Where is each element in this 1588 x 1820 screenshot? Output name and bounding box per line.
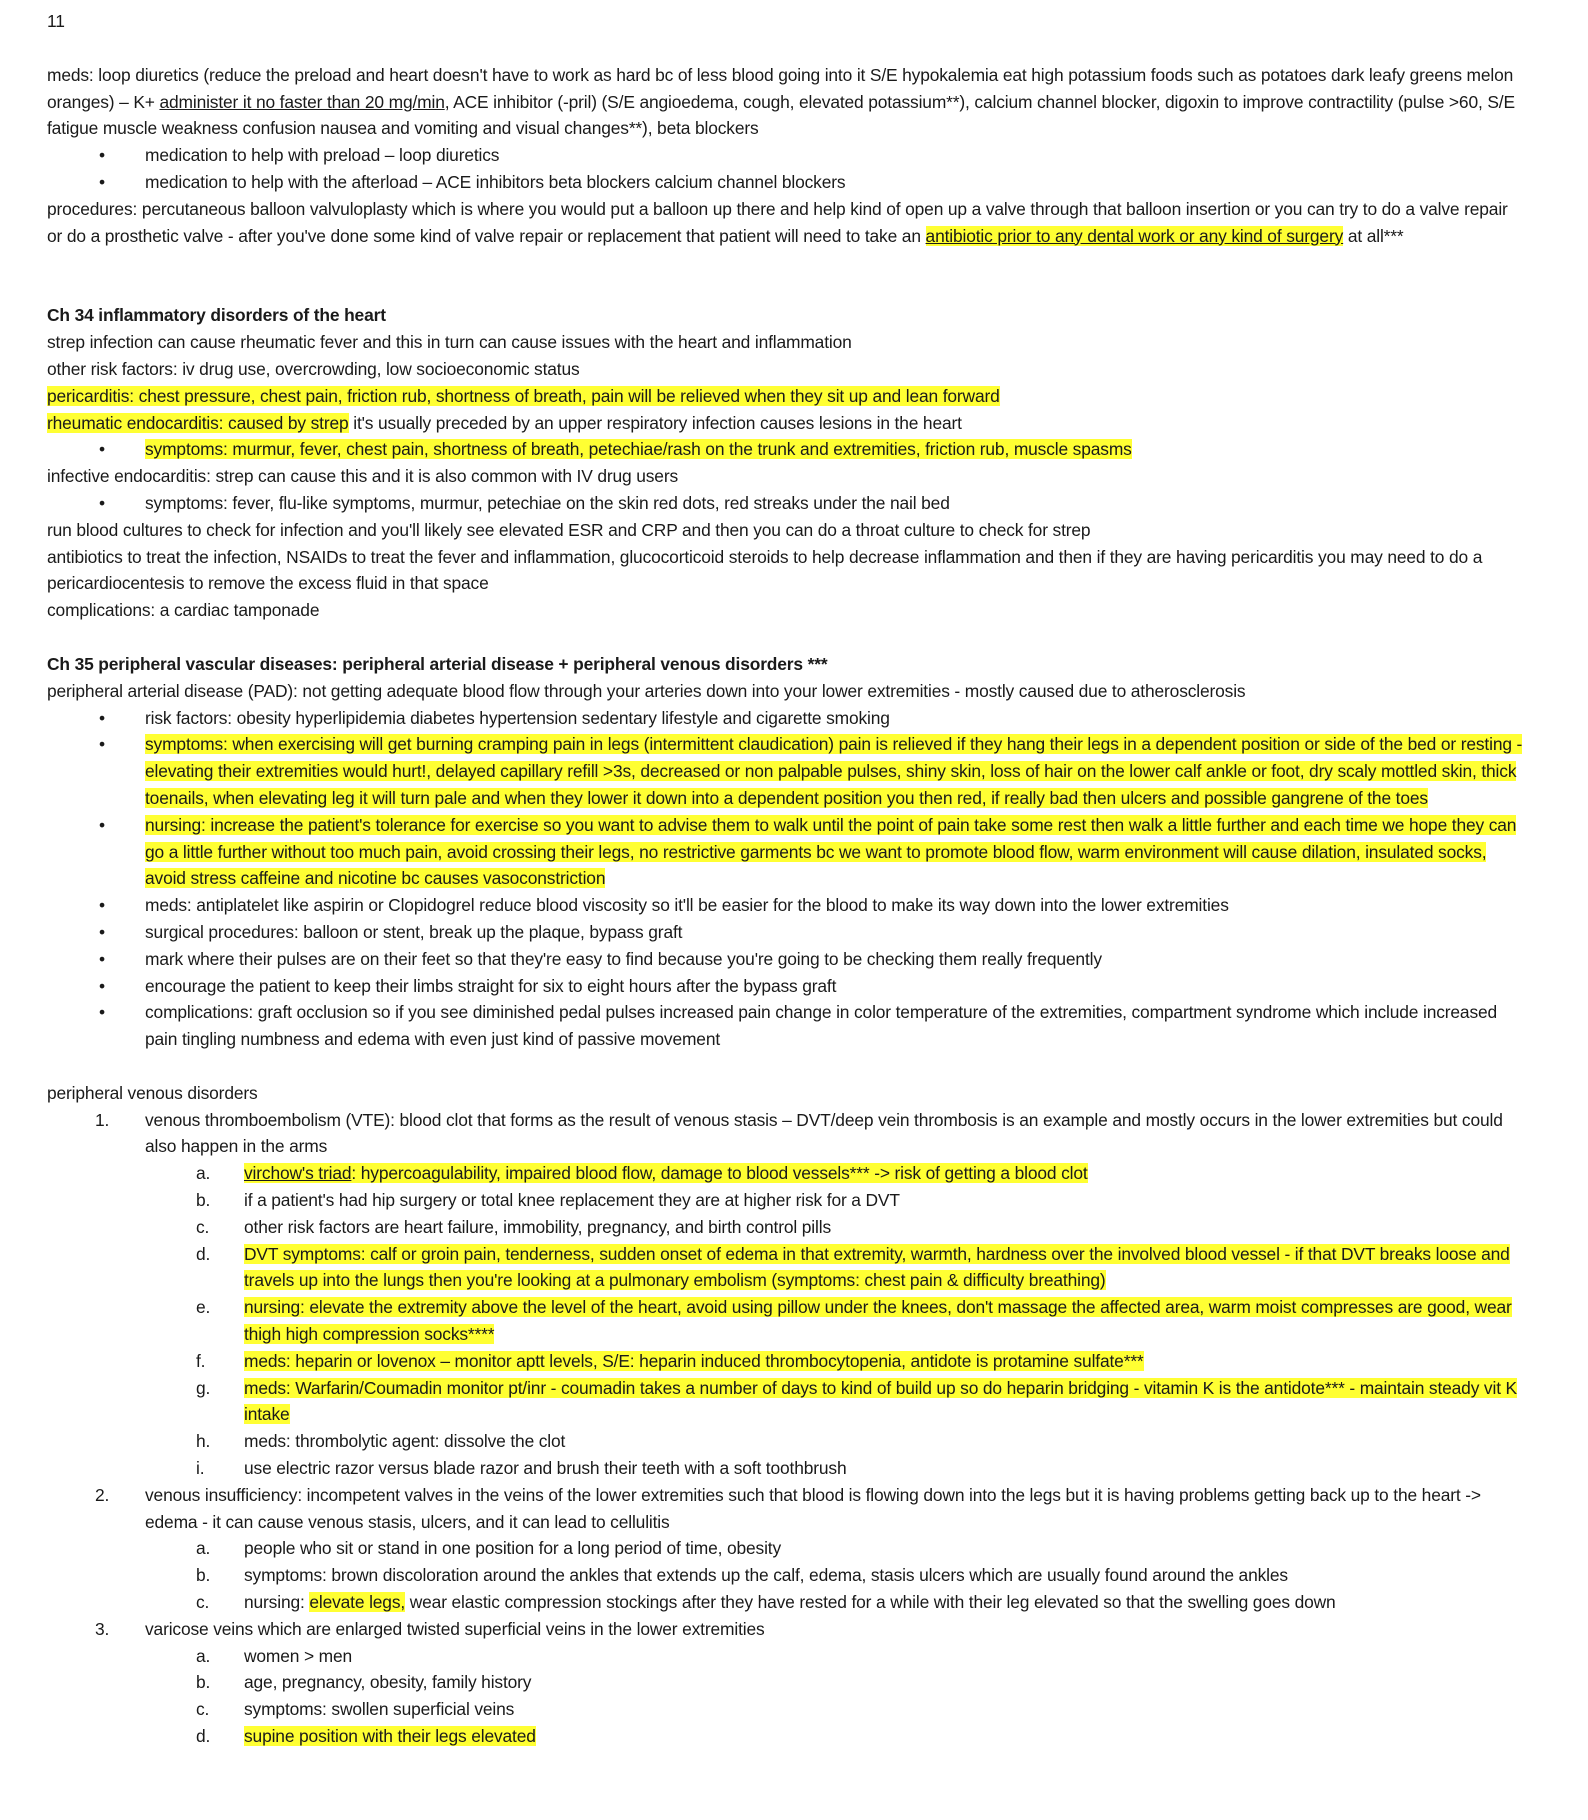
vi-a xyxy=(47,1535,1527,1562)
vte-i-text: use electric razor versus blade razor and brush their teeth with a soft toothbrush xyxy=(244,1458,847,1479)
vte-b xyxy=(47,1187,1527,1214)
vte-text: venous thromboembolism (VTE): blood clot that forms as the result of venous stasis – DVT/deep vein thrombosis is an example and mostly occurs in the lower extremities but could also happen in the arms xyxy=(145,1109,1503,1157)
list-marker: b. xyxy=(196,1190,211,1211)
vv-d xyxy=(47,1723,1527,1750)
ch34-line-6: run blood cultures to check for infection and you'll likely see elevated ESR and CRP and then you can do a throat culture to check for strep xyxy=(47,519,1091,540)
vi-c-text-2: wear elastic compression stockings after they have rested for a while with their leg elevated so that the swelling goes down xyxy=(405,1592,1336,1613)
pad-limbs: • encourage the patient to keep their limbs straight for six to eight hours after the bypass graft xyxy=(47,973,1527,1000)
page-number: 11 xyxy=(47,11,65,31)
list-marker: c. xyxy=(196,1216,210,1237)
list-marker: g. xyxy=(196,1377,211,1398)
list-marker: i. xyxy=(196,1458,205,1479)
meds-text-1: meds: loop diuretics (reduce the preload and heart doesn't have to work as hard bc of less blood going into it S/E hypokalemia eat high potassium foods such as potatoes dark leafy greens melon oranges) – K+ xyxy=(47,64,1514,112)
vte-e xyxy=(47,1294,1527,1348)
list-marker: a. xyxy=(196,1538,211,1559)
heparin-meds: meds: heparin or lovenox – monitor aptt levels, S/E: heparin induced thrombocytopenia, antidote is protamine sulfate*** xyxy=(244,1350,1144,1371)
vi-c xyxy=(47,1589,1527,1616)
pad-symptoms-item xyxy=(47,731,1527,811)
vte-h-text: meds: thrombolytic agent: dissolve the clot xyxy=(244,1431,566,1452)
pad-symptoms: symptoms: when exercising will get burning cramping pain in legs (intermittent claudication) pain is relieved if they hang their legs in a dependent position or side of the bed or resting - elevating their extremities would hurt!, delayed capillary refill >3s, decreased or non palpable pulses, shiny skin, loss of hair on the lower calf ankle or foot, dry scaly mottled skin, thick toenails, when elevating leg it will turn pale and when they lower it down into a dependent position you then red, if really bad then ulcers and possible gangrene of the toes xyxy=(145,734,1523,808)
pad-meds: • meds: antiplatelet like aspirin or Clopidogrel reduce blood viscosity so it'll be easier for the blood to make its way down into the lower extremities xyxy=(47,892,1527,919)
list-marker: c. xyxy=(196,1699,210,1720)
vv-b xyxy=(47,1669,1527,1696)
procedures-highlight: antibiotic prior to any dental work or any kind of surgery xyxy=(925,225,1344,246)
vte-b-text: if a patient's had hip surgery or total knee replacement they are at higher risk for a DVT xyxy=(244,1190,900,1211)
spacer xyxy=(47,624,1527,651)
meds-paragraph xyxy=(47,62,1527,142)
venous-insufficiency-text: venous insufficiency: incompetent valves in the veins of the lower extremities such that blood is flowing down into the legs but it is having problems getting back up to the heart -> edema - it can cause venous stasis, ulcers, and it can lead to cellulitis xyxy=(145,1484,1481,1532)
pericarditis-line: pericarditis: chest pressure, chest pain, friction rub, shortness of breath, pain will be relieved when they sit up and lean forward xyxy=(47,385,1000,406)
pad-complications: • complications: graft occlusion so if you see diminished pedal pulses increased pain change in color temperature of the extremities, compartment syndrome which include increased pain tingling numbness and edema with even just kind of passive movement xyxy=(47,999,1527,1053)
list-marker: f. xyxy=(196,1350,206,1371)
pvd-heading: peripheral venous disorders xyxy=(47,1082,258,1103)
bullet-preload: • medication to help with preload – loop diuretics xyxy=(47,142,1527,169)
list-marker: e. xyxy=(196,1297,211,1318)
ch34-heading: Ch 34 inflammatory disorders of the heart xyxy=(47,305,386,326)
vte-a xyxy=(47,1160,1527,1187)
vv-a-text: women > men xyxy=(244,1645,353,1666)
pad-pulses: • mark where their pulses are on their feet so that they're easy to find because you're going to be checking them really frequently xyxy=(47,946,1527,973)
vte-c-text: other risk factors are heart failure, immobility, pregnancy, and birth control pills xyxy=(244,1216,831,1237)
vi-b xyxy=(47,1562,1527,1589)
ch34-line-1: strep infection can cause rheumatic fever and this in turn can cause issues with the heart and inflammation xyxy=(47,332,852,353)
list-marker: 1. xyxy=(95,1109,110,1130)
varicose-text: varicose veins which are enlarged twisted superficial veins in the lower extremities xyxy=(145,1618,765,1639)
vi-c-text-1: nursing: xyxy=(244,1592,310,1613)
procedures-paragraph xyxy=(47,196,1527,250)
document-page xyxy=(47,8,1527,1750)
dvt-nursing: nursing: elevate the extremity above the level of the heart, avoid using pillow under the knees, don't massage the affected area, warm moist compresses are good, wear thigh high compression socks**** xyxy=(244,1297,1512,1345)
vte-g xyxy=(47,1375,1527,1429)
vv-a xyxy=(47,1643,1527,1670)
virchows-triad: virchow's triad xyxy=(244,1163,352,1184)
pad-risk-factors: • risk factors: obesity hyperlipidemia diabetes hypertension sedentary lifestyle and cigarette smoking xyxy=(47,705,1527,732)
vv-b-text: age, pregnancy, obesity, family history xyxy=(244,1672,532,1693)
list-marker: a. xyxy=(196,1645,211,1666)
vi-a-text: people who sit or stand in one position for a long period of time, obesity xyxy=(244,1538,782,1559)
ch34-bullet-1 xyxy=(47,436,1527,463)
pad-surgical: • surgical procedures: balloon or stent, break up the plaque, bypass graft xyxy=(47,919,1527,946)
list-marker: h. xyxy=(196,1431,211,1452)
vte-c xyxy=(47,1214,1527,1241)
spacer xyxy=(47,249,1527,302)
vte-f xyxy=(47,1348,1527,1375)
ch34-line-2: other risk factors: iv drug use, overcrowding, low socioeconomic status xyxy=(47,358,580,379)
ch35-heading: Ch 35 peripheral vascular diseases: peripheral arterial disease + peripheral venous disorders *** xyxy=(47,653,828,674)
pad-nursing-item xyxy=(47,812,1527,892)
ch34-line-5: infective endocarditis: strep can cause this and it is also common with IV drug users xyxy=(47,466,679,487)
vi-b-text: symptoms: brown discoloration around the ankles that extends up the calf, edema, stasis ulcers which are usually found around the ankles xyxy=(244,1565,1288,1586)
list-marker: b. xyxy=(196,1672,211,1693)
list-marker: d. xyxy=(196,1726,211,1747)
meds-underlined: administer it no faster than 20 mg/min xyxy=(159,91,445,112)
warfarin-meds: meds: Warfarin/Coumadin monitor pt/inr - coumadin takes a number of days to kind of build up so do heparin bridging - vitamin K is the antidote*** - maintain steady vit K intake xyxy=(244,1377,1518,1425)
varicose-item xyxy=(47,1616,1527,1643)
elevate-legs: elevate legs, xyxy=(309,1592,406,1613)
venous-insufficiency-item xyxy=(47,1482,1527,1536)
vv-c-text: symptoms: swollen superficial veins xyxy=(244,1699,515,1720)
ch34-bullet-2: • symptoms: fever, flu-like symptoms, murmur, petechiae on the skin red dots, red streaks under the nail bed xyxy=(47,490,1527,517)
vv-c xyxy=(47,1696,1527,1723)
procedures-text-1: procedures: percutaneous balloon valvuloplasty which is where you would put a balloon up there and help kind of open up a valve through that balloon insertion or you can try to do a valve repair or do a prosthetic valve - after you've done some kind of valve repair or replacement that patient will need to take an xyxy=(47,198,1508,246)
dvt-symptoms: DVT symptoms: calf or groin pain, tenderness, sudden onset of edema in that extremity, warmth, hardness over the involved blood vessel - if that DVT breaks loose and travels up into the lungs then you're looking at a pulmonary embolism (symptoms: chest pain & difficulty breathing) xyxy=(244,1243,1510,1291)
bullet-afterload: • medication to help with the afterload – ACE inhibitors beta blockers calcium channel blockers xyxy=(47,169,1527,196)
pad-line: peripheral arterial disease (PAD): not getting adequate blood flow through your arteries down into your lower extremities - mostly caused due to atherosclerosis xyxy=(47,680,1246,701)
rheumatic-symptoms: symptoms: murmur, fever, chest pain, shortness of breath, petechiae/rash on the trunk and extremities, friction rub, muscle spasms xyxy=(145,439,1132,460)
rheumatic-highlight: rheumatic endocarditis: caused by strep xyxy=(47,412,349,433)
virchows-text: : hypercoagulability, impaired blood flow, damage to blood vessels*** -> risk of getting a blood clot xyxy=(351,1163,1088,1184)
vte-h xyxy=(47,1428,1527,1455)
rheumatic-line xyxy=(47,410,1527,437)
list-marker: 3. xyxy=(95,1618,110,1639)
list-marker: 2. xyxy=(95,1484,110,1505)
vte-i xyxy=(47,1455,1527,1482)
spacer xyxy=(47,1053,1527,1080)
vte-item xyxy=(47,1107,1527,1161)
supine-position: supine position with their legs elevated xyxy=(244,1726,536,1747)
meds-text-2: , ACE inhibitor (-pril) (S/E angioedema, cough, elevated potassium**), calcium channel blocker, digoxin to improve contractility (pulse >60, S/E fatigue muscle weakness confusion nausea and vomiting and visual changes**), beta blockers xyxy=(47,91,1515,139)
procedures-text-2: at all*** xyxy=(1343,225,1404,246)
list-marker: b. xyxy=(196,1565,211,1586)
list-marker: c. xyxy=(196,1592,210,1613)
vte-d xyxy=(47,1241,1527,1295)
list-marker: d. xyxy=(196,1243,211,1264)
list-marker: a. xyxy=(196,1163,211,1184)
rheumatic-rest: it's usually preceded by an upper respiratory infection causes lesions in the heart xyxy=(348,412,962,433)
ch34-line-7: antibiotics to treat the infection, NSAIDs to treat the fever and inflammation, glucocorticoid steroids to help decrease inflammation and then if they are having pericarditis you may need to do a pericardiocentesis to remove the excess fluid in that space xyxy=(47,546,1483,594)
ch34-line-8: complications: a cardiac tamponade xyxy=(47,600,320,621)
pad-nursing: nursing: increase the patient's tolerance for exercise so you want to advise them to walk until the point of pain take some rest then walk a little further and each time we hope they can go a little further without too much pain, avoid crossing their legs, no restrictive garments bc we want to promote blood flow, warm environment will cause dilation, insulated socks, avoid stress caffeine and nicotine bc causes vasoconstriction xyxy=(145,814,1517,889)
